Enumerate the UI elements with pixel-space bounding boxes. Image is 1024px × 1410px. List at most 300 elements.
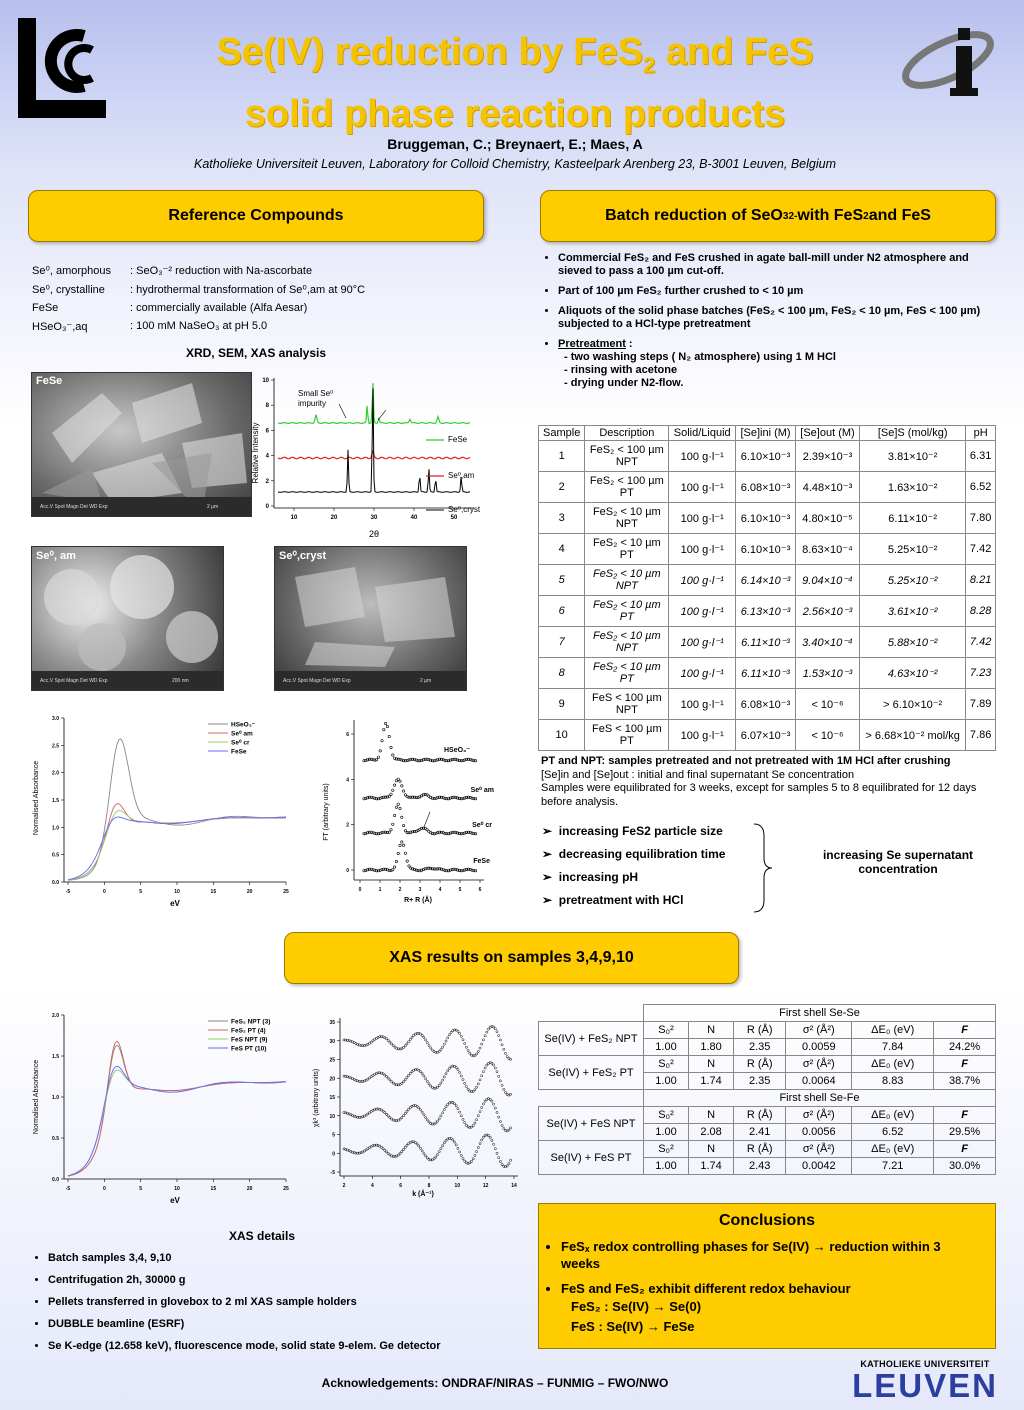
ft-point	[392, 823, 394, 825]
samples-cell: 10	[539, 720, 585, 751]
table-row	[539, 720, 996, 751]
exafs-point	[453, 1103, 455, 1105]
ft-point	[401, 841, 403, 843]
exafs-chart	[308, 1012, 528, 1202]
x-tick-label: 0	[358, 887, 362, 893]
exafs-point	[496, 1111, 498, 1113]
exafs-point	[504, 1091, 506, 1093]
exafs-point	[423, 1114, 425, 1116]
exafs-point	[411, 1036, 413, 1038]
exafs-point	[501, 1044, 503, 1046]
exafs-point	[425, 1116, 427, 1118]
exafs-point	[440, 1148, 442, 1150]
xanes-s-series-3	[68, 1066, 286, 1176]
ft-point	[392, 789, 394, 791]
sem-photo-fese	[31, 372, 252, 517]
samples-cell: 100 g·l⁻¹	[669, 596, 736, 627]
samples-cell: 5.25×10⁻²	[860, 565, 966, 596]
exafs-point	[498, 1035, 500, 1037]
samples-cell: 6.10×10⁻³	[736, 503, 796, 534]
y-tick-label: 10	[262, 378, 269, 384]
batch-bullet: • Commercial FeS₂ and FeS crushed in agate ball-mill under N2 atmosphere and sieved to pass a 100 µm cut-off.	[558, 252, 998, 278]
exafs-point	[474, 1154, 476, 1156]
exafs-point	[477, 1115, 479, 1117]
ft-point	[401, 785, 403, 787]
y-tick-label: -5	[330, 1170, 335, 1176]
conclusion-line: FeS₂ : Se(IV) → Se(0)	[571, 1299, 702, 1314]
exafs-point	[418, 1145, 420, 1147]
samples-header-cell: [Se]ini (M)	[736, 426, 796, 441]
exafs-point	[404, 1146, 406, 1148]
exafs-point	[404, 1112, 406, 1114]
xanes-reference-chart	[28, 710, 318, 910]
exafs-point	[457, 1147, 459, 1149]
exafs-point	[442, 1046, 444, 1048]
exafs-point	[493, 1064, 495, 1066]
x-tick-label: 10	[454, 1183, 461, 1189]
exafs-point	[457, 1108, 459, 1110]
exafs-point	[425, 1155, 427, 1157]
x-tick-label: 40	[410, 515, 418, 521]
samples-cell: FeS₂ < 10 µm NPT	[585, 627, 669, 658]
exafs-point	[476, 1151, 478, 1153]
x-tick-label: 0	[102, 889, 106, 895]
samples-cell: 3	[539, 503, 585, 534]
xanes-ref-series-1	[68, 804, 286, 881]
x-tick-label: 20	[330, 515, 338, 521]
lcc-logo	[14, 16, 110, 120]
samples-cell: FeS < 100 µm NPT	[585, 689, 669, 720]
exafs-point	[457, 1030, 459, 1032]
y-tick-label: 2.5	[52, 743, 59, 750]
samples-cell: 3.40×10⁻⁴	[795, 627, 859, 658]
reference-compounds-heading: Reference Compounds	[28, 190, 484, 242]
exafs-point	[442, 1079, 444, 1081]
ft-label-se-am: Se⁰ am	[470, 787, 494, 794]
exafs-point	[481, 1139, 483, 1141]
exafs-point	[493, 1143, 495, 1145]
batch-bullets	[558, 252, 998, 397]
exafs-point	[409, 1038, 411, 1040]
y-tick-label: 1.0	[52, 825, 59, 832]
poster-title: Se(IV) reduction by FeS$_2$ and FeS solid phase reaction products	[216, 31, 814, 135]
exafs-point	[408, 1074, 410, 1076]
exafs-point	[498, 1157, 500, 1159]
exafs-point	[479, 1111, 481, 1113]
ft-point	[406, 860, 408, 862]
samples-cell: 5	[539, 565, 585, 596]
ft-ref-ylabel: FT (arbitrary units)	[323, 783, 330, 841]
samples-cell: 7.80	[966, 503, 996, 534]
samples-cell: 3.61×10⁻²	[860, 596, 966, 627]
ft-point	[393, 866, 395, 868]
xas-detail-item: • Batch samples 3,4, 9,10	[48, 1252, 508, 1265]
exafs-point	[496, 1071, 498, 1073]
xanes-ref-legend-label: Se⁰ cr	[231, 739, 250, 747]
x-tick-label: 15	[210, 1186, 217, 1192]
trend-result: increasing Se supernatant concentration	[822, 848, 974, 876]
exafs-point	[455, 1144, 457, 1146]
ft-label-se-cr: Se⁰ cr	[472, 822, 492, 829]
x-tick-label: 50	[450, 515, 458, 521]
authors: Bruggeman, C.; Breynaert, E.; Maes, A	[387, 136, 643, 152]
x-tick-label: 2	[398, 887, 402, 893]
y-tick-label: 4	[265, 453, 269, 460]
xanes-ref-legend-label: HSeO₃⁻	[231, 721, 256, 729]
ft-point	[388, 735, 390, 737]
ft-point	[393, 814, 395, 816]
ft-point	[395, 806, 397, 808]
samples-cell: < 10⁻⁶	[795, 720, 859, 751]
shell-row-name: Se(IV) + FeS NPT	[539, 1107, 644, 1141]
samples-cell: 6.07×10⁻³	[736, 720, 796, 751]
y-tick-label: 0.0	[52, 1177, 59, 1183]
y-tick-label: 0.5	[52, 852, 59, 859]
y-tick-label: 0.5	[52, 1136, 59, 1142]
x-tick-label: 6	[399, 1183, 403, 1189]
samples-cell: 100 g·l⁻¹	[669, 441, 736, 472]
exafs-point	[404, 1045, 406, 1047]
samples-cell: 6.08×10⁻³	[736, 689, 796, 720]
samples-header-cell: Sample	[539, 426, 585, 441]
exafs-point	[482, 1071, 484, 1073]
exafs-point	[474, 1089, 476, 1091]
exafs-point	[503, 1127, 505, 1129]
exafs-point	[447, 1070, 449, 1072]
exafs-point	[445, 1040, 447, 1042]
x-tick-label: 30	[370, 515, 378, 521]
exafs-point	[462, 1158, 464, 1160]
svg-text:2 µm: 2 µm	[207, 504, 219, 510]
shell-heading-fe: First shell Se-Fe	[644, 1090, 996, 1107]
exafs-point	[479, 1047, 481, 1049]
svg-text:Acc.V Spot Magn Det WD Ex: Acc.V Spot Magn Det WD Exp	[283, 678, 351, 684]
samples-cell: FeS < 100 µm PT	[585, 720, 669, 751]
samples-cell: 1	[539, 441, 585, 472]
samples-cell: 9.04×10⁻⁴	[795, 565, 859, 596]
conclusion-line: FeS : Se(IV) → FeSe	[571, 1319, 695, 1334]
samples-cell: 7.86	[966, 720, 996, 751]
exafs-point	[457, 1069, 459, 1071]
x-tick-label: 25	[283, 889, 289, 895]
conclusion-item: • FeS and FeS₂ exhibit different redox behaviour	[561, 1280, 983, 1297]
exafs-point	[474, 1122, 476, 1124]
samples-cell: 7.42	[966, 627, 996, 658]
exafs-point	[494, 1148, 496, 1150]
institute-logo	[898, 18, 1010, 98]
samples-cell: 6.10×10⁻³	[736, 534, 796, 565]
xanes-s-series-1	[68, 1041, 286, 1176]
affiliation: Katholieke Universiteit Leuven, Laboratory for Colloid Chemistry, Kasteelpark Arenberg 23, B-3001 Leuven, Belgium	[193, 157, 836, 171]
exafs-point	[406, 1077, 408, 1079]
reference-compounds-table: Se⁰, amorphous : SeO₃⁻² reduction with Na-ascorbate Se⁰, crystalline : hydrothermal transformation of Se⁰,am at 90°C FeSe : commercially available (Alfa Aesar) HSeO₃⁻,aq : 100 mM NaSeO₃ at pH 5.0	[32, 265, 366, 333]
exafs-point	[493, 1103, 495, 1105]
exafs-point	[464, 1122, 466, 1124]
exafs-point	[453, 1141, 455, 1143]
exafs-point	[426, 1119, 428, 1121]
photo-label-se-am: Se⁰, am	[36, 550, 76, 562]
x-tick-label: -5	[65, 1186, 71, 1192]
exafs-point	[462, 1039, 464, 1041]
exafs-point	[455, 1105, 457, 1107]
exafs-point	[479, 1142, 481, 1144]
exafs-point	[459, 1111, 461, 1113]
exafs-point	[467, 1049, 469, 1051]
exafs-point	[482, 1103, 484, 1105]
exafs-point	[489, 1136, 491, 1138]
exafs-point	[476, 1119, 478, 1121]
exafs-point	[419, 1147, 421, 1149]
exafs-point	[508, 1163, 510, 1165]
exafs-point	[409, 1072, 411, 1074]
exafs-point	[506, 1056, 508, 1058]
y-tick-label: 0	[346, 868, 349, 874]
y-tick-label: 15	[329, 1095, 335, 1101]
trend-item: ➢ decreasing equilibration time	[542, 847, 726, 861]
ft-point	[379, 750, 381, 752]
samples-cell: 100 g·l⁻¹	[669, 658, 736, 689]
xas-detail-item: • DUBBLE beamline (ESRF)	[48, 1318, 508, 1331]
x-tick-label: 5	[458, 887, 462, 893]
samples-cell: 6.11×10⁻²	[860, 503, 966, 534]
exafs-point	[459, 1151, 461, 1153]
samples-cell: 6.13×10⁻³	[736, 596, 796, 627]
conclusion-item: • FeSₓ redox controlling phases for Se(IV) → reduction within 3 weeks	[561, 1238, 983, 1272]
xas-detail-item: • Pellets transferred in glovebox to 2 ml XAS sample holders	[48, 1296, 508, 1309]
x-tick-label: 5	[139, 1186, 143, 1192]
y-tick-label: 6	[346, 732, 349, 738]
samples-cell: 6.52	[966, 472, 996, 503]
y-tick-label: 1.0	[52, 1095, 59, 1101]
x-tick-label: 20	[246, 889, 253, 895]
trend-item: ➢ increasing FeS2 particle size	[542, 824, 723, 838]
exafs-point	[501, 1084, 503, 1086]
shell-row-name: Se(IV) + FeS PT	[539, 1141, 644, 1175]
exafs-point	[435, 1122, 437, 1124]
exafs-point	[467, 1088, 469, 1090]
exafs-point	[436, 1154, 438, 1156]
exafs-point	[479, 1079, 481, 1081]
xrd-chart	[246, 368, 496, 543]
xanes-s-legend-label: FeS₂ PT (4)	[231, 1027, 266, 1035]
x-tick-label: 8	[427, 1183, 431, 1189]
ft-point	[397, 778, 399, 780]
ft-point	[399, 780, 401, 782]
exafs-point	[399, 1152, 401, 1154]
exafs-point	[423, 1036, 425, 1038]
samples-cell: FeS₂ < 10 µm PT	[585, 596, 669, 627]
xas-detail-item: • Centrifugation 2h, 30000 g	[48, 1274, 508, 1287]
conclusions-box	[538, 1203, 996, 1349]
exafs-point	[443, 1076, 445, 1078]
ft-point	[402, 844, 404, 846]
samples-cell: 1.63×10⁻²	[860, 472, 966, 503]
samples-cell: 5.25×10⁻²	[860, 534, 966, 565]
samples-cell: 100 g·l⁻¹	[669, 472, 736, 503]
samples-table	[538, 425, 996, 751]
batch-bullet: • Part of 100 µm FeS₂ further crushed to < 10 µm	[558, 285, 998, 298]
exafs-point	[460, 1154, 462, 1156]
batch-bullet: • Aliquots of the solid phase batches (FeS₂ < 100 µm, FeS₂ < 10 µm, FeS < 100 µm) subjected to a HCl-type pretreatment	[558, 305, 998, 331]
samples-cell: 8.28	[966, 596, 996, 627]
exafs-point	[421, 1150, 423, 1152]
samples-notes: PT and NPT: samples pretreated and not pretreated with 1M HCl after crushing [Se]in and [Se]out : initial and final supernatant Se concentration Samples were equilibrated for 3 weeks, except for samples 5 to 8 equilibrated for 12 days before analysis.	[541, 755, 977, 808]
shell-row-name: Se(IV) + FeS₂ PT	[539, 1056, 644, 1090]
samples-cell: 4.48×10⁻³	[795, 472, 859, 503]
exafs-point	[496, 1152, 498, 1154]
samples-cell: FeS₂ < 10 µm NPT	[585, 565, 669, 596]
exafs-point	[498, 1075, 500, 1077]
samples-cell: 100 g·l⁻¹	[669, 503, 736, 534]
samples-cell: 6	[539, 596, 585, 627]
table-row	[539, 472, 996, 503]
samples-cell: 6.31	[966, 441, 996, 472]
shell-row-name: Se(IV) + FeS₂ NPT	[539, 1022, 644, 1056]
ft-point	[386, 725, 388, 727]
exafs-point	[487, 1028, 489, 1030]
exafs-point	[501, 1124, 503, 1126]
table-row	[539, 503, 996, 534]
exafs-point	[408, 1108, 410, 1110]
exafs-point	[406, 1110, 408, 1112]
samples-header-cell: pH	[966, 426, 996, 441]
samples-cell: 6.14×10⁻³	[736, 565, 796, 596]
xanes-samples-xlabel: eV	[170, 1196, 180, 1205]
exafs-point	[442, 1145, 444, 1147]
exafs-point	[460, 1115, 462, 1117]
ft-point	[383, 728, 385, 730]
samples-cell: < 10⁻⁶	[795, 689, 859, 720]
samples-cell: 1.53×10⁻³	[795, 658, 859, 689]
ft-point	[377, 756, 379, 758]
xanes-samples-ylabel: Normalised Absorbance	[33, 1059, 40, 1135]
ft-point	[393, 784, 395, 786]
ft-label-fese: FeSe	[473, 858, 490, 865]
exafs-point	[459, 1071, 461, 1073]
samples-cell: FeS₂ < 10 µm NPT	[585, 503, 669, 534]
exafs-point	[470, 1160, 472, 1162]
xrd-legend-fese: FeSe	[448, 435, 468, 444]
exafs-point	[387, 1077, 389, 1079]
ft-point	[402, 824, 404, 826]
y-tick-label: 1.5	[52, 1054, 59, 1060]
samples-cell: FeS₂ < 100 µm NPT	[585, 441, 669, 472]
samples-cell: 9	[539, 689, 585, 720]
x-tick-label: 2	[342, 1183, 346, 1189]
samples-cell: > 6.68×10⁻² mol/kg	[860, 720, 966, 751]
samples-cell: 100 g·l⁻¹	[669, 534, 736, 565]
trends-list	[542, 824, 772, 916]
exafs-point	[401, 1117, 403, 1119]
exafs-point	[498, 1116, 500, 1118]
table-row	[539, 689, 996, 720]
y-tick-label: 8	[265, 403, 269, 410]
exafs-point	[402, 1148, 404, 1150]
exafs-point	[491, 1100, 493, 1102]
exafs-point	[501, 1163, 503, 1165]
photo-label-fese: FeSe	[36, 375, 63, 387]
samples-cell: 8.63×10⁻⁴	[795, 534, 859, 565]
ku-leuven-logo: KATHOLIEKE UNIVERSITEIT LEUVEN	[852, 1359, 998, 1404]
exafs-point	[465, 1046, 467, 1048]
ft-ref-xlabel: R+ R (Å)	[404, 897, 432, 904]
photo-label-se-cryst: Se⁰,cryst	[279, 550, 327, 562]
sem-texture	[275, 547, 467, 691]
ft-point	[397, 852, 399, 854]
exafs-point	[447, 1037, 449, 1039]
exafs-point	[472, 1158, 474, 1160]
table-row	[539, 534, 996, 565]
exafs-point	[430, 1047, 432, 1049]
ft-point	[390, 746, 392, 748]
exafs-point	[503, 1048, 505, 1050]
ft-point	[392, 754, 394, 756]
exafs-point	[421, 1073, 423, 1075]
exafs-point	[443, 1043, 445, 1045]
x-tick-label: 14	[511, 1183, 517, 1189]
sem-photo-se-cryst	[274, 546, 467, 691]
exafs-point	[402, 1115, 404, 1117]
exafs-point	[484, 1035, 486, 1037]
ft-point	[395, 860, 397, 862]
samples-cell: 6.10×10⁻³	[736, 441, 796, 472]
exafs-point	[465, 1086, 467, 1088]
exafs-point	[443, 1109, 445, 1111]
exafs-point	[404, 1079, 406, 1081]
exafs-point	[428, 1083, 430, 1085]
exafs-point	[435, 1156, 437, 1158]
exafs-point	[499, 1080, 501, 1082]
exafs-point	[486, 1031, 488, 1033]
ft-point	[390, 793, 392, 795]
exafs-xlabel: k (Å⁻¹)	[412, 1191, 434, 1198]
y-tick-label: 2	[346, 822, 349, 829]
xas-results-heading: XAS results on samples 3,4,9,10	[284, 932, 739, 984]
exafs-point	[438, 1118, 440, 1120]
samples-cell: 8.21	[966, 565, 996, 596]
samples-cell: 100 g·l⁻¹	[669, 565, 736, 596]
conclusions-heading: Conclusions	[718, 1212, 815, 1229]
x-tick-label: 3	[418, 887, 422, 893]
x-tick-label: 0	[102, 1186, 106, 1192]
exafs-point	[486, 1064, 488, 1066]
analysis-subtitle: XRD, SEM, XAS analysis	[185, 346, 327, 360]
xrd-ylabel: Relative Intensity	[251, 422, 260, 484]
ft-reference-chart	[318, 712, 500, 908]
trend-item: ➢ increasing pH	[542, 870, 639, 884]
exafs-point	[476, 1053, 478, 1055]
xrd-legend-se-cryst: Se⁰,cryst	[448, 505, 481, 514]
exafs-point	[481, 1075, 483, 1077]
exafs-point	[440, 1115, 442, 1117]
ft-label-hseo3: HSeO₃⁻	[444, 747, 470, 754]
shell-fit-table: First shell Se-Se Se(IV) + FeS₂ NPT S₀² N R (Å) σ² (Å²) ΔE₀ (eV) F 1.00 1.80 2.35 0.0059 7.84 24.2% Se(IV) + FeS₂ PT S₀² N R (Å) σ² (Å²) ΔE₀ (eV) F 1.00 1.74 2.35 0.0064 8.83 38.7% First shell Se-Fe Se(IV) + FeS NPT S₀² N R (Å) σ² (Å²) ΔE₀ (eV) F 1.00 2.08 2.41 0.0056 6.52 29.5% Se(IV) + FeS PT S₀² N R (Å) σ² (Å²) ΔE₀ (eV) F 1.00 1.74 2.43 0.0042 7.21 30.0%	[538, 1004, 996, 1175]
y-tick-label: 0	[332, 1151, 335, 1158]
y-tick-label: 5	[332, 1132, 335, 1139]
samples-cell: > 6.10×10⁻²	[860, 689, 966, 720]
y-tick-label: 6	[265, 428, 269, 435]
exafs-point	[460, 1075, 462, 1077]
exafs-point	[464, 1042, 466, 1044]
xanes-s-legend-label: FeS PT (10)	[231, 1045, 267, 1053]
exafs-point	[406, 1043, 408, 1045]
exafs-point	[426, 1080, 428, 1082]
x-tick-label: 15	[210, 889, 217, 895]
exafs-point	[419, 1071, 421, 1073]
exafs-point	[438, 1084, 440, 1086]
xanes-ref-ylabel: Normalised Absorbance	[33, 760, 40, 836]
trend-item: ➢ pretreatment with HCl	[542, 893, 684, 907]
